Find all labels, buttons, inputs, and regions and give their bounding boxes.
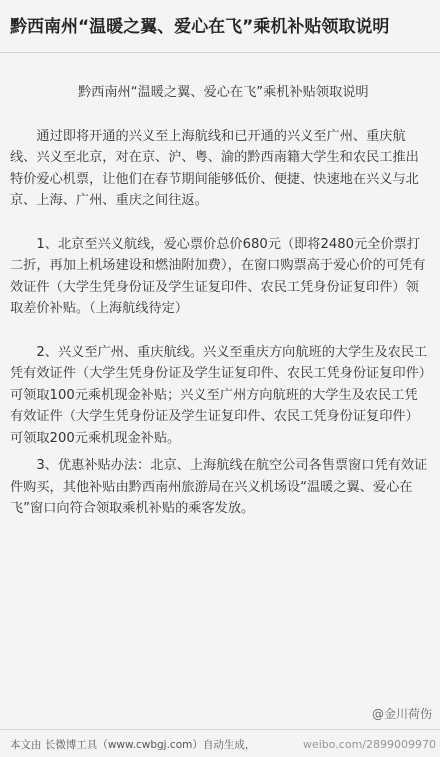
spacer bbox=[10, 104, 430, 126]
spacer bbox=[10, 320, 430, 342]
page-title: 黔西南州“温暖之翼、爱心在飞”乘机补贴领取说明 bbox=[10, 17, 390, 37]
paragraph-intro: 通过即将开通的兴义至上海航线和已开通的兴义至广州、重庆航线、兴义至北京，对在京、沪、粤、渝的黔西南籍大学生和农民工推出特价爱心机票，让他们在春节期间能够低价、便捷、快速地在兴义与北京、上海、广州、重庆之间往返。 bbox=[10, 128, 419, 208]
paragraph-item-3: 3、优惠补贴办法：北京、上海航线在航空公司各售票窗口凭有效证件购买，其他补贴由黔西南州旅游局在兴义机场设“温暖之翼、爱心在飞”窗口向符合领取乘机补贴的乘客发放。 bbox=[10, 458, 428, 516]
weibo-handle: @金川荷伤 bbox=[371, 707, 432, 721]
weibo-watermark bbox=[372, 705, 432, 722]
paragraph-item-2: 2、兴义至广州、重庆航线。兴义至重庆方向航班的大学生及农民工凭有效证件（大学生凭身份证及学生证复印件、农民工凭身份证复印件）可领取100元乘机现金补贴；兴义至广州方向航班的大学生及农民工凭有效证件（大学生凭身份证及学生证复印件、农民工凭身份证复印件）可领取200元乘机现金补贴。 bbox=[10, 344, 428, 446]
weibo-url: weibo.com/2899009970 bbox=[302, 738, 436, 751]
footer-credit: 本文由 长微博工具（www.cwbgj.com）自动生成， bbox=[10, 739, 256, 751]
article-subtitle: 黔西南州“温暖之翼、爱心在飞”乘机补贴领取说明 bbox=[78, 85, 369, 100]
paragraph-item-1: 1、北京至兴义航线，爱心票价总价680元（即将2480元全价票打二折，再加上机场建设和燃油附加费），在窗口购票高于爱心价的可凭有效证件（大学生凭身份证及学生证复印件、农民工凭身份证复印件）领取差价补贴。（上海航线待定） bbox=[10, 236, 426, 316]
spacer bbox=[10, 212, 430, 234]
footer-divider bbox=[0, 729, 440, 730]
article-body bbox=[10, 82, 430, 520]
title-divider bbox=[0, 52, 440, 53]
